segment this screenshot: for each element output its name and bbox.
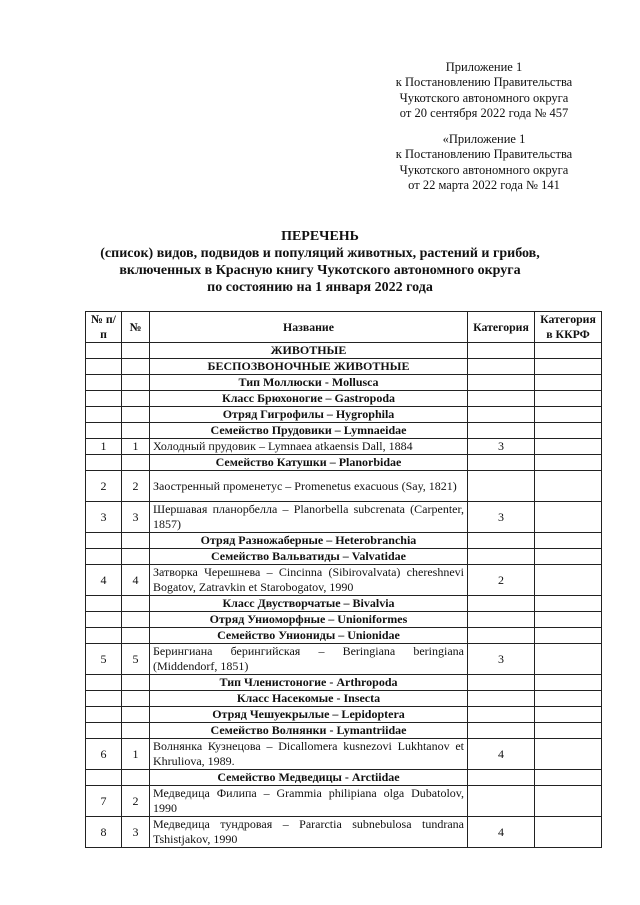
section-blank-cell <box>86 723 122 739</box>
section-blank-cell <box>86 423 122 439</box>
appendix-current <box>380 60 588 122</box>
row-group-number: 3 <box>122 502 150 533</box>
category: 3 <box>468 439 535 455</box>
header-num2: № <box>122 312 150 343</box>
table-section-row <box>86 723 602 739</box>
category-rf <box>535 502 602 533</box>
section-blank-cell <box>122 723 150 739</box>
table-row <box>86 739 602 770</box>
table-row <box>86 786 602 817</box>
section-blank-cell <box>122 359 150 375</box>
table-header-row <box>86 312 602 343</box>
section-blank-cell <box>468 596 535 612</box>
section-blank-cell <box>122 533 150 549</box>
category: 3 <box>468 644 535 675</box>
section-blank-cell <box>86 549 122 565</box>
row-group-number: 2 <box>122 471 150 502</box>
category: 4 <box>468 739 535 770</box>
appendix-line: «Приложение 1 <box>442 132 526 146</box>
row-group-number: 5 <box>122 644 150 675</box>
section-blank-cell <box>122 596 150 612</box>
section-blank-cell <box>535 375 602 391</box>
row-number: 4 <box>86 565 122 596</box>
species-name: Затворка Черешнева – Cincinna (Sibirovalvata) chereshnevi Bogatov, Zatravkin et Starobogatov, 1990 <box>150 565 468 596</box>
appendix-original <box>380 132 588 194</box>
table-section-row <box>86 596 602 612</box>
category-rf <box>535 439 602 455</box>
appendix-line: Чукотского автономного округа <box>399 162 569 177</box>
section-blank-cell <box>535 391 602 407</box>
section-title: Тип Моллюски - Mollusca <box>150 375 468 391</box>
table-section-row <box>86 375 602 391</box>
section-blank-cell <box>535 359 602 375</box>
section-title: Класс Насекомые - Insecta <box>150 691 468 707</box>
section-blank-cell <box>86 707 122 723</box>
table-section-row <box>86 359 602 375</box>
section-blank-cell <box>535 723 602 739</box>
row-group-number: 3 <box>122 817 150 848</box>
appendix-line: к Постановлению Правительства <box>395 75 573 90</box>
heading-line: (список) видов, подвидов и популяций животных, растений и грибов, <box>100 246 540 261</box>
table-section-row <box>86 423 602 439</box>
table-row <box>86 502 602 533</box>
category <box>468 471 535 502</box>
document-heading <box>60 228 580 296</box>
section-blank-cell <box>86 596 122 612</box>
section-blank-cell <box>535 612 602 628</box>
species-name: Берингиана берингийская – Beringiana beringiana (Middendorf, 1851) <box>150 644 468 675</box>
table-section-row <box>86 549 602 565</box>
category-rf <box>535 471 602 502</box>
row-number: 2 <box>86 471 122 502</box>
section-title: Семейство Медведицы - Arctiidae <box>150 770 468 786</box>
section-blank-cell <box>535 407 602 423</box>
section-blank-cell <box>86 628 122 644</box>
section-blank-cell <box>468 391 535 407</box>
section-blank-cell <box>86 612 122 628</box>
section-title: БЕСПОЗВОНОЧНЫЕ ЖИВОТНЫЕ <box>150 359 468 375</box>
section-blank-cell <box>535 707 602 723</box>
species-name: Холодный прудовик – Lymnaea atkaensis Dall, 1884 <box>150 439 468 455</box>
appendix-line: к Постановлению Правительства <box>395 147 573 162</box>
heading-line: по состоянию на 1 января 2022 года <box>207 280 433 295</box>
table-section-row <box>86 533 602 549</box>
category-rf <box>535 644 602 675</box>
section-blank-cell <box>122 343 150 359</box>
section-blank-cell <box>535 675 602 691</box>
section-blank-cell <box>86 675 122 691</box>
section-blank-cell <box>122 612 150 628</box>
section-blank-cell <box>86 691 122 707</box>
species-name: Медведица Филипа – Grammia philipiana olga Dubatolov, 1990 <box>150 786 468 817</box>
category: 3 <box>468 502 535 533</box>
table-section-row <box>86 391 602 407</box>
section-blank-cell <box>468 533 535 549</box>
header-name: Название <box>150 312 468 343</box>
section-blank-cell <box>468 343 535 359</box>
section-blank-cell <box>535 423 602 439</box>
section-blank-cell <box>122 549 150 565</box>
section-title: Отряд Чешуекрылые – Lepidoptera <box>150 707 468 723</box>
table-row <box>86 817 602 848</box>
row-group-number: 1 <box>122 739 150 770</box>
species-name: Волнянка Кузнецова – Dicallomera kusnezovi Lukhtanov et Khruliova, 1989. <box>150 739 468 770</box>
category: 4 <box>468 817 535 848</box>
section-blank-cell <box>468 612 535 628</box>
section-blank-cell <box>535 628 602 644</box>
section-blank-cell <box>468 723 535 739</box>
section-blank-cell <box>468 691 535 707</box>
category-rf <box>535 817 602 848</box>
section-title: Тип Членистоногие - Arthropoda <box>150 675 468 691</box>
section-blank-cell <box>122 423 150 439</box>
section-blank-cell <box>122 707 150 723</box>
section-title: Класс Двустворчатые – Bivalvia <box>150 596 468 612</box>
row-number: 1 <box>86 439 122 455</box>
section-blank-cell <box>535 549 602 565</box>
table-row <box>86 565 602 596</box>
section-blank-cell <box>86 455 122 471</box>
section-blank-cell <box>122 391 150 407</box>
appendix-line: Чукотского автономного округа <box>399 90 569 105</box>
section-title: Семейство Прудовики – Lymnaeidae <box>150 423 468 439</box>
table-body <box>86 343 602 848</box>
section-blank-cell <box>468 407 535 423</box>
heading-line: включенных в Красную книгу Чукотского автономного округа <box>119 263 521 278</box>
row-number: 7 <box>86 786 122 817</box>
section-blank-cell <box>122 770 150 786</box>
species-name: Медведица тундровая – Pararctia subnebulosa tundrana Tshistjakov, 1990 <box>150 817 468 848</box>
section-blank-cell <box>468 455 535 471</box>
section-title: Класс Брюхоногие – Gastropoda <box>150 391 468 407</box>
section-blank-cell <box>468 359 535 375</box>
section-blank-cell <box>122 375 150 391</box>
table-section-row <box>86 455 602 471</box>
section-title: Семейство Униониды – Unionidae <box>150 628 468 644</box>
species-name: Шершавая планорбелла – Planorbella subcrenata (Carpenter, 1857) <box>150 502 468 533</box>
row-group-number: 1 <box>122 439 150 455</box>
section-blank-cell <box>86 770 122 786</box>
section-blank-cell <box>122 628 150 644</box>
section-blank-cell <box>468 549 535 565</box>
section-title: Отряд Униоморфные – Unioniformes <box>150 612 468 628</box>
header-category: Категория <box>468 312 535 343</box>
table-row <box>86 471 602 502</box>
table-section-row <box>86 770 602 786</box>
table-section-row <box>86 343 602 359</box>
section-title: Отряд Гигрофилы – Hygrophila <box>150 407 468 423</box>
section-blank-cell <box>468 707 535 723</box>
section-title: Семейство Катушки – Planorbidae <box>150 455 468 471</box>
section-blank-cell <box>468 628 535 644</box>
row-number: 3 <box>86 502 122 533</box>
section-blank-cell <box>535 770 602 786</box>
appendix-line: Приложение 1 <box>445 60 523 74</box>
document-title: ПЕРЕЧЕНЬ <box>281 229 359 244</box>
section-blank-cell <box>535 455 602 471</box>
category-rf <box>535 739 602 770</box>
table-section-row <box>86 691 602 707</box>
section-blank-cell <box>86 359 122 375</box>
red-book-table <box>85 311 602 848</box>
header-category-rf: Категория в ККРФ <box>535 312 602 343</box>
section-blank-cell <box>86 343 122 359</box>
section-blank-cell <box>535 533 602 549</box>
section-blank-cell <box>86 407 122 423</box>
section-blank-cell <box>86 391 122 407</box>
row-number: 5 <box>86 644 122 675</box>
appendix-line: от 22 марта 2022 года № 141 <box>408 178 560 193</box>
section-blank-cell <box>122 407 150 423</box>
section-blank-cell <box>535 343 602 359</box>
section-blank-cell <box>468 770 535 786</box>
row-number: 6 <box>86 739 122 770</box>
section-blank-cell <box>535 596 602 612</box>
header-num: № п/п <box>86 312 122 343</box>
section-blank-cell <box>122 675 150 691</box>
table-section-row <box>86 628 602 644</box>
table-section-row <box>86 612 602 628</box>
section-blank-cell <box>468 375 535 391</box>
species-name: Заостренный променетус – Promenetus exacuous (Say, 1821) <box>150 471 468 502</box>
category-rf <box>535 786 602 817</box>
table-row <box>86 644 602 675</box>
category <box>468 786 535 817</box>
table-section-row <box>86 675 602 691</box>
row-number: 8 <box>86 817 122 848</box>
category-rf <box>535 565 602 596</box>
section-blank-cell <box>122 691 150 707</box>
table-section-row <box>86 707 602 723</box>
section-title: Семейство Волнянки - Lymantriidae <box>150 723 468 739</box>
section-title: ЖИВОТНЫЕ <box>150 343 468 359</box>
section-blank-cell <box>122 455 150 471</box>
appendix-line: от 20 сентября 2022 года № 457 <box>399 106 569 121</box>
category: 2 <box>468 565 535 596</box>
table-section-row <box>86 407 602 423</box>
row-group-number: 4 <box>122 565 150 596</box>
section-title: Отряд Разножаберные – Heterobranchia <box>150 533 468 549</box>
section-blank-cell <box>86 375 122 391</box>
table-row <box>86 439 602 455</box>
section-blank-cell <box>468 675 535 691</box>
row-group-number: 2 <box>122 786 150 817</box>
section-blank-cell <box>535 691 602 707</box>
section-blank-cell <box>468 423 535 439</box>
section-title: Семейство Вальватиды – Valvatidae <box>150 549 468 565</box>
section-blank-cell <box>86 533 122 549</box>
